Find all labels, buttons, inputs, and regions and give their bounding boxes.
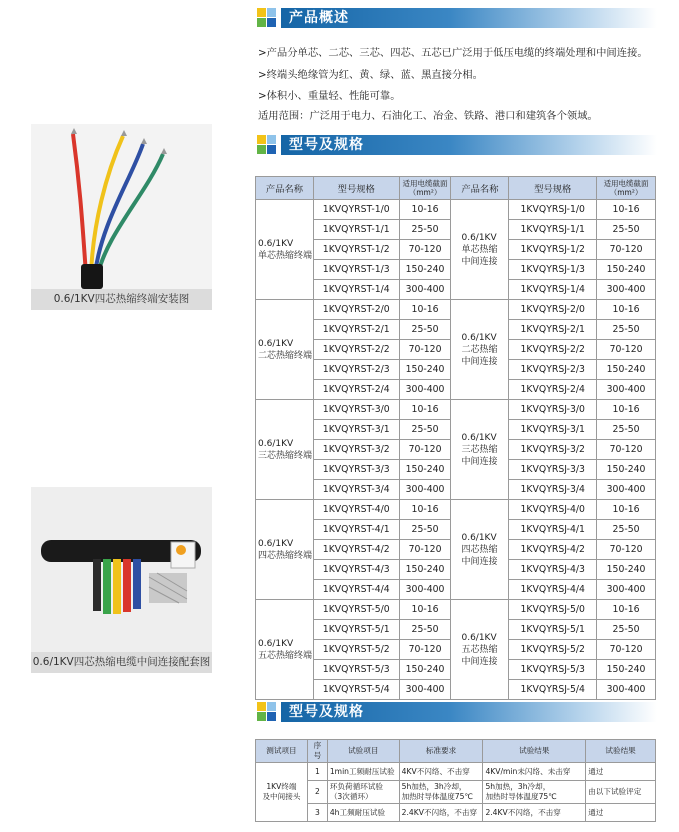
cable-section-cell: 10-16: [399, 300, 451, 320]
model-cell: 1KVQYRST-3/2: [313, 440, 399, 460]
cable-section-cell: 25-50: [597, 320, 656, 340]
model-cell: 1KVQYRST-2/4: [313, 380, 399, 400]
model-cell: 1KVQYRST-3/0: [313, 400, 399, 420]
cable-section-cell: 25-50: [597, 420, 656, 440]
overview-header: [257, 7, 657, 29]
spec-header: [257, 134, 657, 156]
model-cell: 1KVQYRST-4/1: [313, 520, 399, 540]
seq-cell: 3: [307, 804, 327, 822]
model-cell: 1KVQYRSJ-5/3: [509, 660, 597, 680]
cable-section-cell: 300-400: [597, 380, 656, 400]
termination-photo: [31, 124, 212, 289]
model-cell: 1KVQYRST-5/2: [313, 640, 399, 660]
termination-photo-caption: 0.6/1KV四芯热缩终端安装图: [31, 289, 212, 310]
cable-section-cell: 70-120: [597, 640, 656, 660]
product-name-cell: 0.6/1KV 五芯热缩 中间连接: [451, 600, 509, 700]
table-row: [256, 400, 656, 420]
col-product-name: 产品名称: [256, 177, 314, 200]
model-cell: 1KVQYRSJ-5/4: [509, 680, 597, 700]
model-cell: 1KVQYRST-1/2: [313, 240, 399, 260]
model-cell: 1KVQYRST-4/3: [313, 560, 399, 580]
cable-section-cell: 25-50: [597, 220, 656, 240]
experiment-cell: 4h工频耐压试验: [327, 804, 399, 822]
cable-section-cell: 300-400: [399, 380, 451, 400]
product-name-cell: 0.6/1KV 三芯热缩 中间连接: [451, 400, 509, 500]
col-cable-section: 适用电缆截面（mm²）: [399, 177, 451, 200]
verdict-cell: 通过: [586, 763, 656, 781]
verdict-cell: 通过: [586, 804, 656, 822]
cable-section-cell: 70-120: [399, 440, 451, 460]
cable-section-cell: 150-240: [597, 460, 656, 480]
model-cell: 1KVQYRSJ-2/4: [509, 380, 597, 400]
cable-section-cell: 70-120: [399, 540, 451, 560]
cable-section-cell: 70-120: [597, 540, 656, 560]
col-seq: 序号: [307, 740, 327, 763]
cable-section-cell: 10-16: [399, 400, 451, 420]
product-name-cell: 0.6/1KV 二芯热缩 中间连接: [451, 300, 509, 400]
cable-section-cell: 150-240: [597, 360, 656, 380]
cable-section-cell: 10-16: [597, 500, 656, 520]
overview-line-4: 适用范围：广泛用于电力、石油化工、冶金、铁路、港口和建筑各个领域。: [258, 110, 598, 122]
col-experiment: 试验项目: [327, 740, 399, 763]
cable-section-cell: 300-400: [597, 280, 656, 300]
model-cell: 1KVQYRST-1/0: [313, 200, 399, 220]
cable-section-cell: 300-400: [597, 580, 656, 600]
spec-table: [255, 176, 656, 700]
standard-cell: 4KV不闪络、不击穿: [399, 763, 483, 781]
model-cell: 1KVQYRSJ-5/0: [509, 600, 597, 620]
joint-photo: [31, 487, 212, 652]
seq-cell: 2: [307, 781, 327, 804]
result-cell: 2.4KV不闪络，不击穿: [483, 804, 586, 822]
model-cell: 1KVQYRSJ-4/4: [509, 580, 597, 600]
overview-title: 产品概述: [289, 10, 349, 26]
test-header-row: [256, 740, 656, 763]
cable-section-cell: 300-400: [399, 680, 451, 700]
logo-squares-icon: [257, 702, 277, 722]
product-name-cell: 0.6/1KV 单芯热缩终端: [256, 200, 314, 300]
cable-section-cell: 10-16: [399, 500, 451, 520]
col-standard: 标准要求: [399, 740, 483, 763]
model-cell: 1KVQYRSJ-4/1: [509, 520, 597, 540]
test-title: 型号及规格: [289, 704, 364, 720]
model-cell: 1KVQYRSJ-1/4: [509, 280, 597, 300]
cable-section-cell: 300-400: [399, 480, 451, 500]
model-cell: 1KVQYRSJ-3/1: [509, 420, 597, 440]
product-name-cell: 0.6/1KV 三芯热缩终端: [256, 400, 314, 500]
overview-line-1: >产品分单芯、二芯、三芯、四芯、五芯已广泛用于低压电缆的终端处理和中间连接。: [258, 47, 648, 59]
col-result-2: 试验结果: [586, 740, 656, 763]
col-test-item: 测试项目: [256, 740, 308, 763]
model-cell: 1KVQYRST-3/4: [313, 480, 399, 500]
col-result: 试验结果: [483, 740, 586, 763]
model-cell: 1KVQYRSJ-2/3: [509, 360, 597, 380]
cable-section-cell: 150-240: [597, 260, 656, 280]
table-row: [256, 200, 656, 220]
cable-section-cell: 25-50: [399, 320, 451, 340]
model-cell: 1KVQYRSJ-3/0: [509, 400, 597, 420]
model-cell: 1KVQYRST-2/0: [313, 300, 399, 320]
cable-section-cell: 10-16: [399, 200, 451, 220]
joint-photo-caption: 0.6/1KV四芯热缩电缆中间连接配套图: [31, 652, 212, 673]
cable-section-cell: 25-50: [399, 520, 451, 540]
model-cell: 1KVQYRSJ-5/2: [509, 640, 597, 660]
test-item-cell: 1KV终端 及中间接头: [256, 763, 308, 822]
table-row: [256, 763, 656, 781]
cable-section-cell: 70-120: [597, 340, 656, 360]
model-cell: 1KVQYRST-3/3: [313, 460, 399, 480]
result-cell: 5h加热，3h冷却， 加热时导体温度75℃: [483, 781, 586, 804]
model-cell: 1KVQYRSJ-2/1: [509, 320, 597, 340]
test-table: [255, 739, 656, 822]
verdict-cell: 由以下试验评定: [586, 781, 656, 804]
product-name-cell: 0.6/1KV 四芯热缩 中间连接: [451, 500, 509, 600]
cable-section-cell: 150-240: [399, 560, 451, 580]
model-cell: 1KVQYRSJ-2/0: [509, 300, 597, 320]
cable-section-cell: 70-120: [399, 340, 451, 360]
seq-cell: 1: [307, 763, 327, 781]
table-row: [256, 300, 656, 320]
experiment-cell: 环负荷循环试验 （3次循环）: [327, 781, 399, 804]
model-cell: 1KVQYRST-1/1: [313, 220, 399, 240]
standard-cell: 5h加热，3h冷却， 加热时导体温度75℃: [399, 781, 483, 804]
product-name-cell: 0.6/1KV 五芯热缩终端: [256, 600, 314, 700]
model-cell: 1KVQYRSJ-4/0: [509, 500, 597, 520]
model-cell: 1KVQYRSJ-1/1: [509, 220, 597, 240]
product-name-cell: 0.6/1KV 二芯热缩终端: [256, 300, 314, 400]
model-cell: 1KVQYRST-5/4: [313, 680, 399, 700]
cable-section-cell: 300-400: [399, 580, 451, 600]
test-header: [257, 701, 657, 723]
cable-section-cell: 150-240: [597, 560, 656, 580]
cable-section-cell: 70-120: [399, 240, 451, 260]
model-cell: 1KVQYRST-5/0: [313, 600, 399, 620]
cable-section-cell: 10-16: [597, 600, 656, 620]
standard-cell: 2.4KV不闪络，不击穿: [399, 804, 483, 822]
model-cell: 1KVQYRST-4/0: [313, 500, 399, 520]
model-cell: 1KVQYRSJ-4/2: [509, 540, 597, 560]
cable-section-cell: 10-16: [597, 400, 656, 420]
table-row: [256, 781, 656, 804]
cable-section-cell: 300-400: [597, 680, 656, 700]
result-cell: 4KV/min未闪络、未击穿: [483, 763, 586, 781]
product-name-cell: 0.6/1KV 单芯热缩 中间连接: [451, 200, 509, 300]
model-cell: 1KVQYRSJ-3/3: [509, 460, 597, 480]
cable-section-cell: 25-50: [597, 520, 656, 540]
col-cable-section-2: 适用电缆截面（mm²）: [597, 177, 656, 200]
cable-section-cell: 150-240: [399, 660, 451, 680]
model-cell: 1KVQYRST-1/4: [313, 280, 399, 300]
model-cell: 1KVQYRST-4/4: [313, 580, 399, 600]
model-cell: 1KVQYRSJ-2/2: [509, 340, 597, 360]
cable-section-cell: 150-240: [399, 360, 451, 380]
model-cell: 1KVQYRSJ-3/2: [509, 440, 597, 460]
col-product-name-2: 产品名称: [451, 177, 509, 200]
cable-section-cell: 25-50: [399, 620, 451, 640]
model-cell: 1KVQYRSJ-1/2: [509, 240, 597, 260]
table-row: [256, 600, 656, 620]
cable-section-cell: 300-400: [399, 280, 451, 300]
test-table-body: [256, 763, 656, 822]
model-cell: 1KVQYRSJ-3/4: [509, 480, 597, 500]
table-row: [256, 500, 656, 520]
model-cell: 1KVQYRST-4/2: [313, 540, 399, 560]
cable-section-cell: 300-400: [597, 480, 656, 500]
model-cell: 1KVQYRST-5/1: [313, 620, 399, 640]
cable-section-cell: 150-240: [597, 660, 656, 680]
model-cell: 1KVQYRST-2/1: [313, 320, 399, 340]
cable-section-cell: 150-240: [399, 260, 451, 280]
experiment-cell: 1min工频耐压试验: [327, 763, 399, 781]
cable-section-cell: 25-50: [597, 620, 656, 640]
logo-squares-icon: [257, 135, 277, 155]
model-cell: 1KVQYRST-1/3: [313, 260, 399, 280]
spec-title: 型号及规格: [289, 137, 364, 153]
termination-photo-box: [31, 124, 212, 310]
model-cell: 1KVQYRST-3/1: [313, 420, 399, 440]
cable-section-cell: 25-50: [399, 420, 451, 440]
cable-section-cell: 150-240: [399, 460, 451, 480]
spec-table-body: [256, 200, 656, 700]
cable-section-cell: 70-120: [597, 440, 656, 460]
model-cell: 1KVQYRST-2/2: [313, 340, 399, 360]
model-cell: 1KVQYRST-2/3: [313, 360, 399, 380]
cable-section-cell: 10-16: [597, 300, 656, 320]
product-name-cell: 0.6/1KV 四芯热缩终端: [256, 500, 314, 600]
cable-section-cell: 25-50: [399, 220, 451, 240]
model-cell: 1KVQYRSJ-4/3: [509, 560, 597, 580]
cable-section-cell: 10-16: [597, 200, 656, 220]
cable-section-cell: 70-120: [597, 240, 656, 260]
spec-header-row: [256, 177, 656, 200]
model-cell: 1KVQYRSJ-5/1: [509, 620, 597, 640]
joint-photo-box: [31, 487, 212, 673]
model-cell: 1KVQYRST-5/3: [313, 660, 399, 680]
logo-squares-icon: [257, 8, 277, 28]
overview-line-3: >体积小、重量轻、性能可靠。: [258, 90, 401, 102]
col-model: 型号规格: [313, 177, 399, 200]
table-row: [256, 804, 656, 822]
model-cell: 1KVQYRSJ-1/0: [509, 200, 597, 220]
col-model-2: 型号规格: [509, 177, 597, 200]
model-cell: 1KVQYRSJ-1/3: [509, 260, 597, 280]
cable-section-cell: 70-120: [399, 640, 451, 660]
overview-line-2: >终端头绝缘管为红、黄、绿、蓝、黑直接分相。: [258, 69, 483, 81]
cable-section-cell: 10-16: [399, 600, 451, 620]
